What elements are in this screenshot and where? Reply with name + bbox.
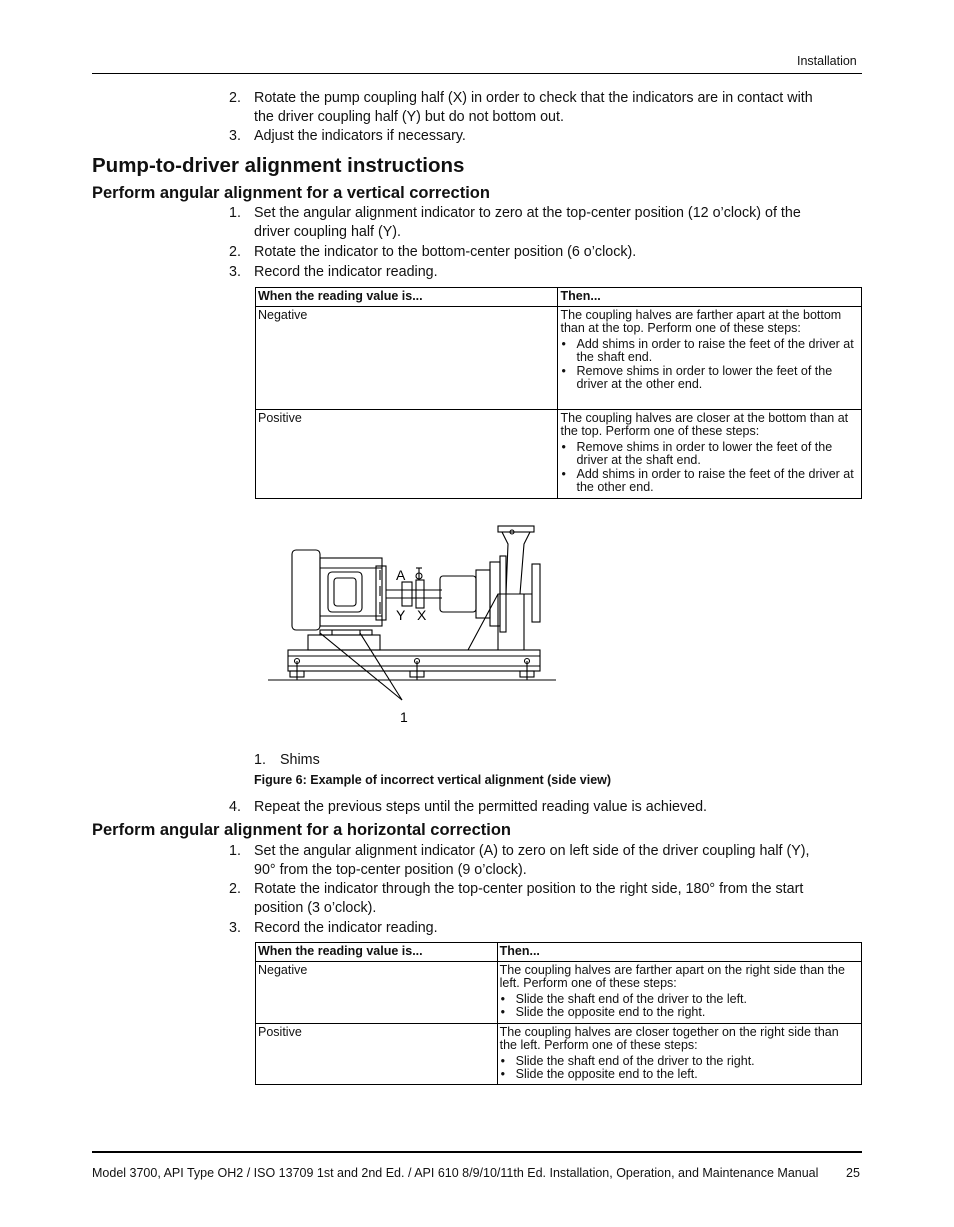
action-cell: The coupling halves are closer at the bottom than at the top. Perform one of these steps: • Remove shims in order to lower the feet of the driver at the shaft end. • Add shims in order to raise the feet of the driver at the other end.	[558, 409, 862, 498]
action-cell: The coupling halves are farther apart on the right side than the left. Perform one of these steps: • Slide the shaft end of the driver to the left. • Slide the opposite end to the right.	[497, 961, 861, 1023]
header-rule	[92, 73, 862, 74]
subsection-title-vertical: Perform angular alignment for a vertical correction	[92, 184, 490, 202]
bullet-item: • Slide the opposite end to the left.	[500, 1068, 859, 1082]
label-y: Y	[396, 607, 406, 623]
table-row	[256, 409, 862, 498]
shims	[320, 630, 372, 635]
label-a: A	[396, 567, 406, 583]
page-number: 25	[846, 1166, 860, 1180]
running-header: Installation	[797, 54, 857, 68]
reading-value-cell: Positive	[256, 409, 558, 498]
table-row	[256, 961, 862, 1023]
bullet-item: • Remove shims in order to lower the feet of the driver at the other end.	[560, 365, 859, 392]
reading-value-cell: Negative	[256, 961, 498, 1023]
column-header: Then...	[558, 288, 862, 307]
list-item-line: the driver coupling half (Y) but do not bottom out.	[254, 109, 564, 125]
bullet-item: • Slide the opposite end to the right.	[500, 1006, 859, 1020]
section-title: Pump-to-driver alignment instructions	[92, 154, 465, 177]
anchor-bolts	[290, 659, 534, 681]
reading-value-cell: Negative	[256, 306, 558, 409]
table-header-row	[256, 288, 862, 307]
coupling	[386, 580, 442, 608]
reading-value-cell: Positive	[256, 1023, 498, 1084]
pump-casing	[440, 526, 540, 650]
bullet-item: • Slide the shaft end of the driver to the right.	[500, 1055, 859, 1069]
column-header: Then...	[497, 943, 861, 962]
action-cell: The coupling halves are closer together on the right side than the left. Perform one of these steps: • Slide the shaft end of the driver to the right. • Slide the opposite end to the left.	[497, 1023, 861, 1084]
horizontal-reading-table	[255, 942, 862, 1085]
callout-number: 1	[400, 709, 408, 725]
column-header: When the reading value is...	[256, 288, 558, 307]
bullet-item: • Add shims in order to raise the feet of the driver at the shaft end.	[560, 338, 859, 365]
figure-caption: Figure 6: Example of incorrect vertical alignment (side view)	[254, 773, 612, 787]
footer-rule	[92, 1151, 862, 1153]
label-x: X	[417, 607, 427, 623]
footer-text: Model 3700, API Type OH2 / ISO 13709 1st and 2nd Ed. / API 610 8/9/10/11th Ed. Installation, Operation, and Maintenance Manual	[92, 1166, 819, 1180]
driver-motor	[292, 550, 386, 630]
vertical-reading-table	[255, 287, 862, 499]
dial-indicator	[416, 568, 422, 580]
bullet-item: • Remove shims in order to lower the feet of the driver at the shaft end.	[560, 441, 859, 468]
table-header-row	[256, 943, 862, 962]
table-row	[256, 306, 862, 409]
bullet-item: • Slide the shaft end of the driver to the left.	[500, 993, 859, 1007]
bullet-item: • Add shims in order to raise the feet of the driver at the other end.	[560, 468, 859, 495]
table-row	[256, 1023, 862, 1084]
pump-alignment-figure	[262, 520, 562, 730]
action-cell: The coupling halves are farther apart at the bottom than at the top. Perform one of these steps: • Add shims in order to raise the feet of the driver at the shaft end. • Remove shims in order to lower the feet of the driver at the other end.	[558, 306, 862, 409]
subsection-title-horizontal: Perform angular alignment for a horizontal correction	[92, 821, 511, 839]
list-item-line: Rotate the pump coupling half (X) in order to check that the indicators are in contact with	[254, 90, 813, 106]
column-header: When the reading value is...	[256, 943, 498, 962]
